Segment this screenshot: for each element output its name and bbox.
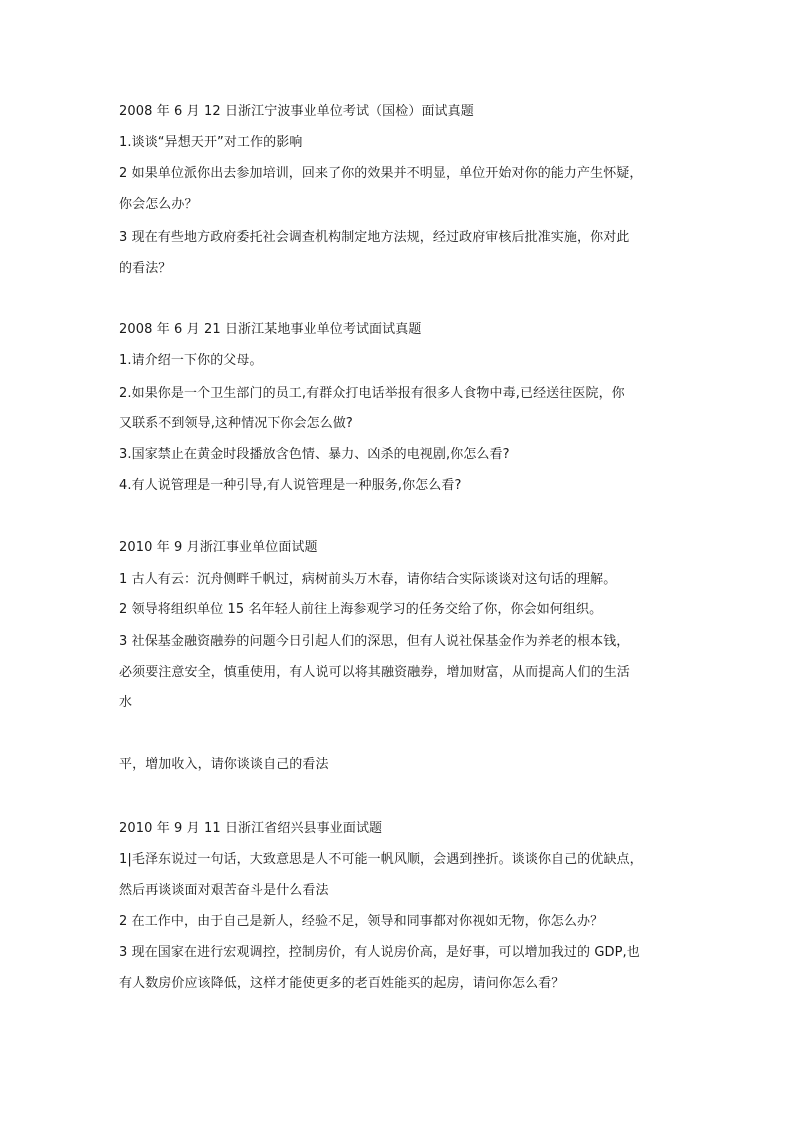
section-3-line-5: 水: [119, 695, 133, 710]
section-4-line-3: 2 在工作中，由于自己是新人，经验不足，领导和同事都对你视如无物，你怎么办？: [119, 914, 604, 929]
section-2-line-1: 1.请介绍一下你的父母。: [119, 353, 263, 368]
section-1-line-2: 2 如果单位派你出去参加培训，回来了你的效果并不明显，单位开始对你的能力产生怀疑，: [119, 166, 643, 181]
section-4-heading: 2010 年 9 月 11 日浙江省绍兴县事业面试题: [119, 821, 383, 836]
section-3-heading: 2010 年 9 月浙江事业单位面试题: [119, 540, 318, 555]
section-4-line-1: 1|毛泽东说过一句话，大致意思是人不可能一帆风顺，会遇到挫折。谈谈你自己的优缺点，: [119, 852, 643, 867]
section-3-line-2: 2 领导将组织单位 15 名年轻人前往上海参观学习的任务交给了你，你会如何组织。: [119, 602, 603, 617]
section-2-line-2: 2.如果你是一个卫生部门的员工,有群众打电话举报有很多人食物中毒,已经送往医院，你: [119, 386, 625, 401]
section-1-heading: 2008 年 6 月 12 日浙江宁波事业单位考试（国检）面试真题: [119, 104, 474, 119]
section-2-line-3: 又联系不到领导,这种情况下你会怎么做?: [119, 416, 353, 431]
section-3-line-6: 平，增加收入，请你谈谈自己的看法: [119, 757, 329, 772]
section-1-line-5: 的看法？: [119, 261, 172, 276]
section-4-line-2: 然后再谈谈面对艰苦奋斗是什么看法: [119, 883, 329, 898]
section-4-line-5: 有人数房价应该降低，这样才能使更多的老百姓能买的起房，请问你怎么看？: [119, 976, 565, 991]
section-1-line-1: 1.谈谈“异想天开”对工作的影响: [119, 135, 303, 150]
section-2-line-4: 3.国家禁止在黄金时段播放含色情、暴力、凶杀的电视剧,你怎么看?: [119, 447, 510, 462]
section-1-line-3: 你会怎么办？: [119, 197, 198, 212]
section-3-line-1: 1 古人有云：沉舟侧畔千帆过，病树前头万木春，请你结合实际谈谈对这句话的理解。: [119, 572, 617, 587]
section-2-line-5: 4.有人说管理是一种引导,有人说管理是一种服务,你怎么看?: [119, 478, 462, 493]
section-4-line-4: 3 现在国家在进行宏观调控，控制房价，有人说房价高，是好事，可以增加我过的 GDP,也: [119, 945, 640, 960]
section-3-line-3: 3 社保基金融资融券的问题今日引起人们的深思，但有人说社保基金作为养老的根本钱，: [119, 634, 630, 649]
section-3-line-4: 必须要注意安全，慎重使用，有人说可以将其融资融券，增加财富，从而提高人们的生活: [119, 665, 630, 680]
section-1-line-4: 3 现在有些地方政府委托社会调查机构制定地方法规，经过政府审核后批准实施，你对此: [119, 230, 630, 245]
section-2-heading: 2008 年 6 月 21 日浙江某地事业单位考试面试真题: [119, 322, 422, 337]
